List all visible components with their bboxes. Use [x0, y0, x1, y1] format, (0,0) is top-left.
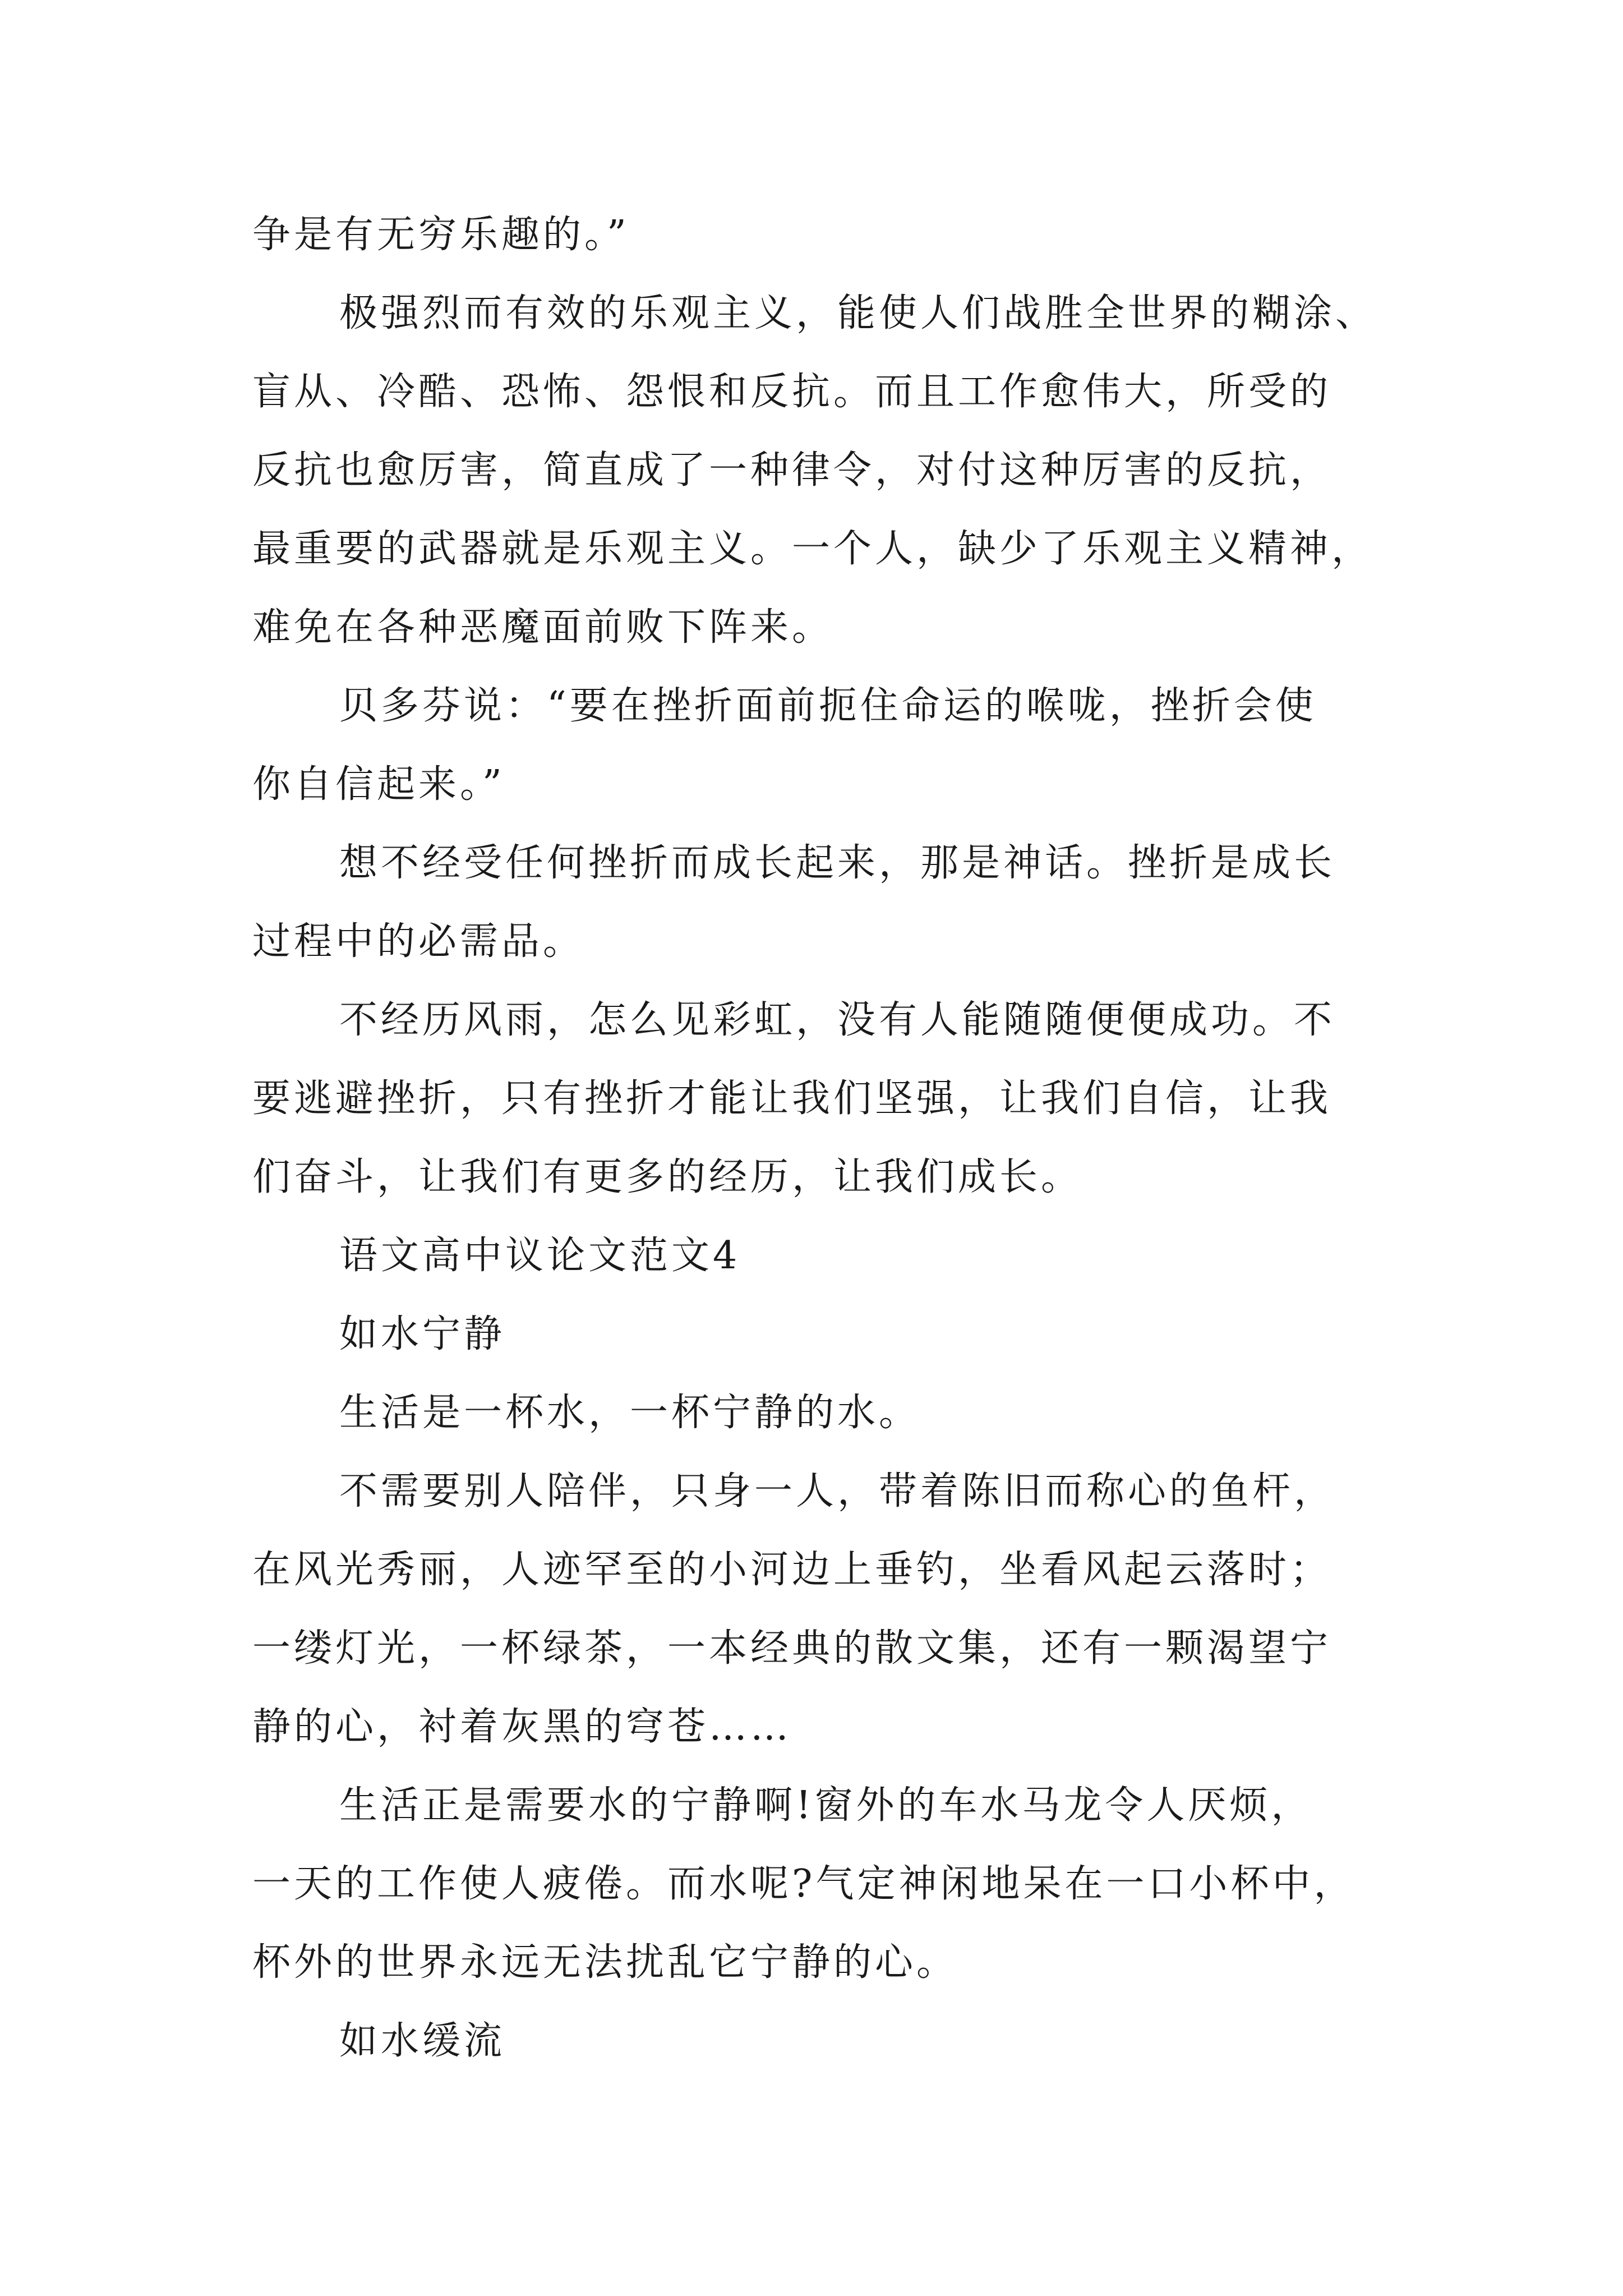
text-line: 盲从、冷酷、恐怖、怨恨和反抗。而且工作愈伟大，所受的	[252, 370, 1332, 414]
text-line: 们奋斗，让我们有更多的经历，让我们成长。	[252, 1155, 1083, 1199]
text-line: 你自信起来。”	[252, 762, 505, 807]
paragraph-line: 想不经受任何挫折而成长起来，那是神话。挫折是成长	[339, 841, 1336, 885]
text-line: 最重要的武器就是乐观主义。一个人，缺少了乐观主义精神，	[252, 527, 1373, 571]
paragraph-line: 极强烈而有效的乐观主义，能使人们战胜全世界的糊涂、	[339, 291, 1377, 335]
text-line: 要逃避挫折，只有挫折才能让我们坚强，让我们自信，让我	[252, 1076, 1332, 1121]
paragraph-line: 生活正是需要水的宁静啊!窗外的车水马龙令人厌烦，	[339, 1783, 1313, 1828]
text-line: 在风光秀丽，人迹罕至的小河边上垂钓，坐看风起云落时；	[252, 1548, 1332, 1592]
text-line: 一缕灯光，一杯绿茶，一本经典的散文集，还有一颗渴望宁	[252, 1626, 1332, 1671]
text-line: 过程中的必需品。	[252, 919, 585, 964]
paragraph-line: 不经历风雨，怎么见彩虹，没有人能随随便便成功。不	[339, 998, 1336, 1042]
section-heading: 语文高中议论文范文4	[339, 1234, 741, 1278]
paragraph-line: 不需要别人陪伴，只身一人，带着陈旧而称心的鱼杆，	[339, 1469, 1336, 1513]
paragraph-line: 生活是一杯水，一杯宁静的水。	[339, 1391, 921, 1435]
essay-title: 如水宁静	[339, 1312, 506, 1356]
text-line: 争是有无穷乐趣的。”	[252, 213, 630, 257]
text-line: 一天的工作使人疲倦。而水呢?气定神闲地呆在一口小杯中，	[252, 1862, 1355, 1906]
paragraph-line: 贝多芬说：“要在挫折面前扼住命运的喉咙，挫折会使	[339, 684, 1317, 728]
text-line: 静的心，衬着灰黑的穹苍……	[252, 1705, 792, 1749]
section-subtitle: 如水缓流	[339, 2019, 506, 2063]
text-line: 难免在各种恶魔面前败下阵来。	[252, 605, 834, 650]
text-line: 杯外的世界永远无法扰乱它宁静的心。	[252, 1940, 958, 1985]
text-line: 反抗也愈厉害，简直成了一种律令，对付这种厉害的反抗，	[252, 448, 1332, 493]
